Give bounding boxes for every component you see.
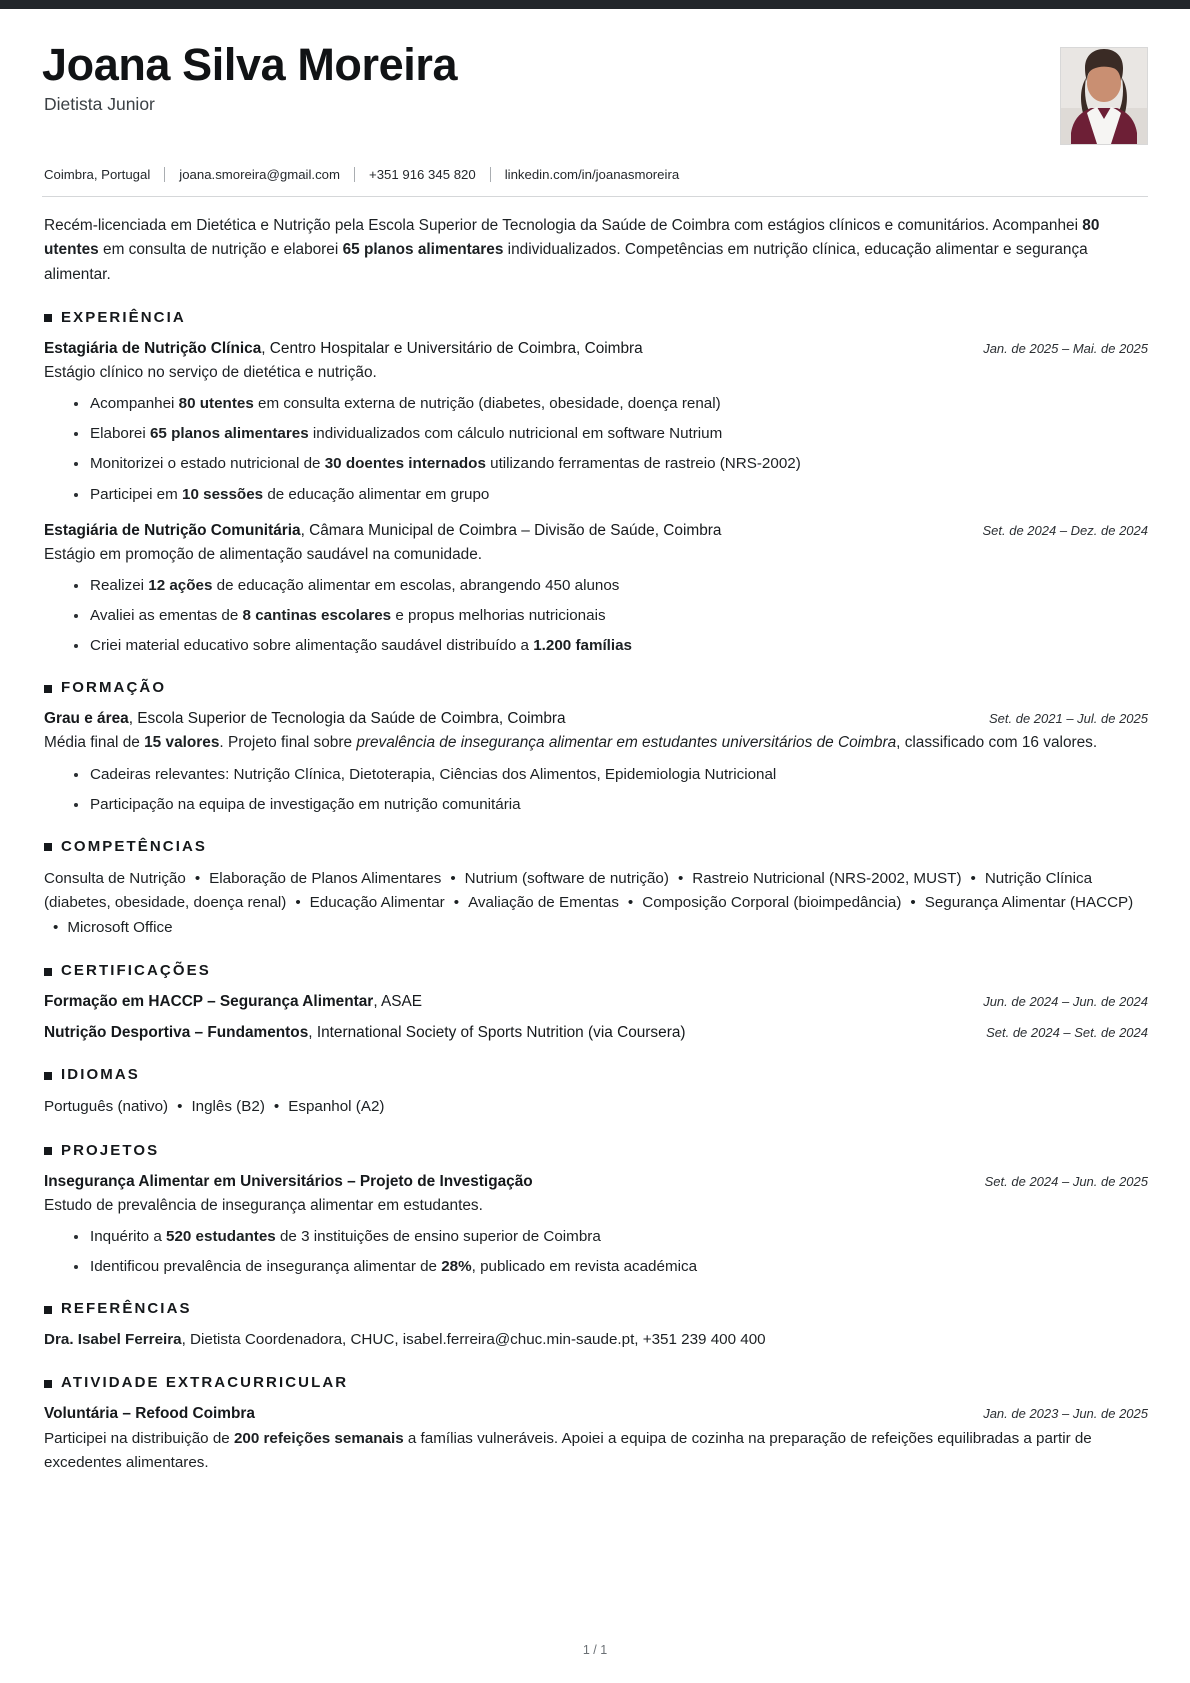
candidate-job-title: Dietista Junior [44, 94, 155, 115]
contact-divider [490, 167, 491, 182]
section-projetos [42, 1142, 1148, 1279]
list-item: Acompanhei 80 utentes em consulta externa de nutrição (diabetes, obesidade, doença renal) [74, 393, 1148, 415]
contact-linkedin[interactable]: linkedin.com/in/joanasmoreira [504, 167, 680, 182]
section-header [42, 1374, 1148, 1391]
entry-role [44, 1171, 965, 1193]
header-text-block [42, 35, 1060, 115]
experience-entries [42, 338, 1148, 657]
entry-description: Média final de 15 valores. Projeto final sobre prevalência de insegurança alimentar em estudantes universitários de Coimbra, classificado com 16 valores. [44, 734, 1098, 752]
list-item: Avaliação de Ementas [468, 894, 619, 912]
section-header [42, 309, 1148, 326]
list-item: Participação na equipa de investigação em nutrição comunitária [74, 794, 1148, 816]
dot-separator: • [53, 918, 59, 936]
entry [42, 520, 1148, 658]
entry-bullets [44, 764, 1148, 816]
entry-org-text: , Câmara Municipal de Coimbra – Divisão de Saúde, Coimbra [300, 521, 722, 539]
entry-date: Jan. de 2025 – Mai. de 2025 [983, 340, 1148, 356]
entry-bullets [44, 393, 1148, 505]
list-item: Nutrição Clínica (diabetes, obesidade, doença renal) [44, 869, 1093, 912]
entry-role [44, 708, 969, 730]
education-entries [42, 708, 1148, 816]
square-bullet-icon [44, 1072, 52, 1080]
entry-role-text: Formação em HACCP – Segurança Alimentar [44, 993, 374, 1011]
entry-org-text: , Centro Hospitalar e Universitário de Coimbra, Coimbra [261, 339, 643, 357]
section-certificacoes [42, 962, 1148, 1044]
list-item: Inglês (B2) [191, 1098, 265, 1116]
entry-org-text: , Escola Superior de Tecnologia da Saúde de Coimbra, Coimbra [128, 710, 566, 728]
top-accent-bar [0, 0, 1190, 9]
dot-separator: • [177, 1098, 183, 1116]
entry-top-row [44, 1403, 1148, 1425]
section-header [42, 1300, 1148, 1317]
list-item: Cadeiras relevantes: Nutrição Clínica, Dietoterapia, Ciências dos Alimentos, Epidemiologia Nutricional [74, 764, 1148, 786]
languages-list [42, 1095, 1148, 1120]
entry [42, 1022, 1148, 1044]
section-title: REFERÊNCIAS [61, 1300, 192, 1318]
section-title: IDIOMAS [61, 1066, 140, 1084]
entry-role-text: Insegurança Alimentar em Universitários – Projeto de Investigação [44, 1172, 533, 1190]
dot-separator: • [453, 894, 460, 912]
list-item: Monitorizei o estado nutricional de 30 doentes internados utilizando ferramentas de rastreio (NRS-2002) [74, 453, 1148, 475]
section-formacao [42, 679, 1148, 816]
reference-line [42, 1329, 1148, 1352]
list-item: Criei material educativo sobre alimentação saudável distribuído a 1.200 famílias [74, 635, 1148, 657]
entry-top-row [44, 1171, 1148, 1193]
square-bullet-icon [44, 314, 52, 322]
certification-entries [42, 991, 1148, 1044]
entry-role [44, 991, 963, 1013]
section-title: COMPETÊNCIAS [61, 837, 208, 855]
entry-role [44, 1403, 963, 1425]
entry-date: Set. de 2024 – Set. de 2024 [986, 1024, 1148, 1040]
skills-list [42, 867, 1148, 941]
entry-date: Set. de 2024 – Dez. de 2024 [982, 522, 1148, 538]
entry-role [44, 520, 962, 542]
section-title: FORMAÇÃO [61, 679, 167, 697]
entry-top-row [44, 1022, 1148, 1044]
square-bullet-icon [44, 1306, 52, 1314]
section-header [42, 838, 1148, 855]
square-bullet-icon [44, 685, 52, 693]
entry-bullets [44, 1226, 1148, 1278]
entry-org-text: , ASAE [373, 993, 423, 1011]
candidate-name: Joana Silva Moreira [42, 39, 458, 90]
entry-description: Estudo de prevalência de insegurança alimentar em estudantes. [44, 1197, 483, 1215]
square-bullet-icon [44, 1380, 52, 1388]
page-footer: 1 / 1 [582, 1643, 608, 1657]
section-title: CERTIFICAÇÕES [61, 962, 211, 980]
list-item: Elaborei 65 planos alimentares individualizados com cálculo nutricional em software Nutrium [74, 423, 1148, 445]
entry-top-row [44, 708, 1148, 730]
extracurricular-text: Participei na distribuição de 200 refeições semanais a famílias vulneráveis. Apoiei a equipa de cozinha na preparação de refeições equilibradas a partir de excedentes alimentares. [44, 1430, 1092, 1471]
section-title: PROJETOS [61, 1141, 160, 1159]
extracurricular-entry [42, 1403, 1148, 1474]
entry-date: Jan. de 2023 – Jun. de 2025 [983, 1406, 1148, 1422]
entry-date: Set. de 2021 – Jul. de 2025 [988, 711, 1148, 727]
reference-detail: , Dietista Coordenadora, CHUC, isabel.ferreira@chuc.min-saude.pt, +351 239 400 400 [181, 1331, 766, 1349]
list-item: Espanhol (A2) [288, 1098, 385, 1116]
project-entries [42, 1171, 1148, 1279]
square-bullet-icon [44, 843, 52, 851]
section-competencias [42, 838, 1148, 941]
section-title: ATIVIDADE EXTRACURRICULAR [61, 1374, 349, 1392]
contact-email[interactable]: joana.smoreira@gmail.com [179, 167, 340, 182]
entry [42, 1171, 1148, 1279]
dot-separator: • [273, 1098, 280, 1116]
section-idiomas [42, 1066, 1148, 1120]
square-bullet-icon [44, 1147, 52, 1155]
list-item: Consulta de Nutrição [44, 869, 186, 887]
contact-location: Coimbra, Portugal [44, 167, 151, 182]
dot-separator: • [450, 869, 456, 887]
list-item: Educação Alimentar [309, 894, 445, 912]
entry-top-row [44, 991, 1148, 1013]
entry [42, 708, 1148, 816]
entry-role [44, 338, 963, 360]
entry-top-row [44, 338, 1148, 360]
square-bullet-icon [44, 968, 52, 976]
list-item: Segurança Alimentar (HACCP) [924, 894, 1134, 912]
entry [42, 338, 1148, 506]
list-item: Avaliei as ementas de 8 cantinas escolares e propus melhorias nutricionais [74, 605, 1148, 627]
profile-photo [1060, 47, 1148, 145]
entry-top-row [44, 520, 1148, 542]
entry-role [44, 1022, 966, 1044]
entry [42, 991, 1148, 1013]
list-item: Realizei 12 ações de educação alimentar em escolas, abrangendo 450 alunos [74, 575, 1148, 597]
entry-role-text: Estagiária de Nutrição Clínica [44, 339, 262, 357]
resume-header [42, 35, 1148, 145]
resume-content [0, 9, 1190, 1474]
contact-divider [164, 167, 165, 182]
contact-row [42, 167, 1148, 182]
summary-paragraph: Recém-licenciada em Dietética e Nutrição pela Escola Superior de Tecnologia da Saúde de Coimbra com estágios clínicos e comunitários. Acompanhei 80 utentes em consulta de nutrição e elaborei 65 planos alimentares individualizados. Competências em nutrição clínica, educação alimentar e segurança alimentar. [44, 217, 1100, 283]
section-experiencia [42, 309, 1148, 657]
list-item: Elaboração de Planos Alimentares [209, 869, 442, 887]
section-header [42, 1066, 1148, 1083]
section-header [42, 679, 1148, 696]
dot-separator: • [295, 894, 301, 912]
list-item: Composição Corporal (bioimpedância) [642, 894, 902, 912]
list-item: Participei em 10 sessões de educação alimentar em grupo [74, 484, 1148, 506]
header-divider [42, 196, 1148, 197]
section-header [42, 962, 1148, 979]
contact-divider [354, 167, 355, 182]
list-item: Nutrium (software de nutrição) [464, 869, 669, 887]
contact-phone[interactable]: +351 916 345 820 [369, 167, 476, 182]
section-extracurricular [42, 1374, 1148, 1474]
list-item: Português (nativo) [44, 1098, 169, 1116]
list-item: Microsoft Office [67, 918, 173, 936]
section-referencias [42, 1300, 1148, 1352]
reference-name: Dra. Isabel Ferreira [44, 1331, 182, 1349]
entry-description: Estágio em promoção de alimentação saudável na comunidade. [44, 545, 483, 563]
entry-description: Estágio clínico no serviço de dietética e nutrição. [44, 364, 377, 382]
entry-bullets [44, 575, 1148, 657]
list-item: Rastreio Nutricional (NRS-2002, MUST) [692, 869, 962, 887]
entry-date: Jun. de 2024 – Jun. de 2024 [983, 994, 1148, 1010]
entry-org-text: , International Society of Sports Nutrition (via Coursera) [308, 1023, 686, 1041]
entry-role-text: Estagiária de Nutrição Comunitária [44, 521, 301, 539]
dot-separator: • [910, 894, 916, 912]
section-title: EXPERIÊNCIA [61, 308, 186, 326]
entry-role-text: Nutrição Desportiva – Fundamentos [44, 1023, 309, 1041]
dot-separator: • [627, 894, 634, 912]
dot-separator: • [677, 869, 684, 887]
list-item: Inquérito a 520 estudantes de 3 instituições de ensino superior de Coimbra [74, 1226, 1148, 1248]
list-item: Identificou prevalência de insegurança alimentar de 28%, publicado em revista académica [74, 1256, 1148, 1278]
entry-role-text: Grau e área [44, 710, 129, 728]
entry-role-text: Voluntária – Refood Coimbra [44, 1405, 255, 1423]
entry-date: Set. de 2024 – Jun. de 2025 [984, 1173, 1148, 1189]
section-header [42, 1142, 1148, 1159]
dot-separator: • [194, 869, 201, 887]
portrait-illustration [1061, 48, 1147, 144]
dot-separator: • [970, 869, 976, 887]
